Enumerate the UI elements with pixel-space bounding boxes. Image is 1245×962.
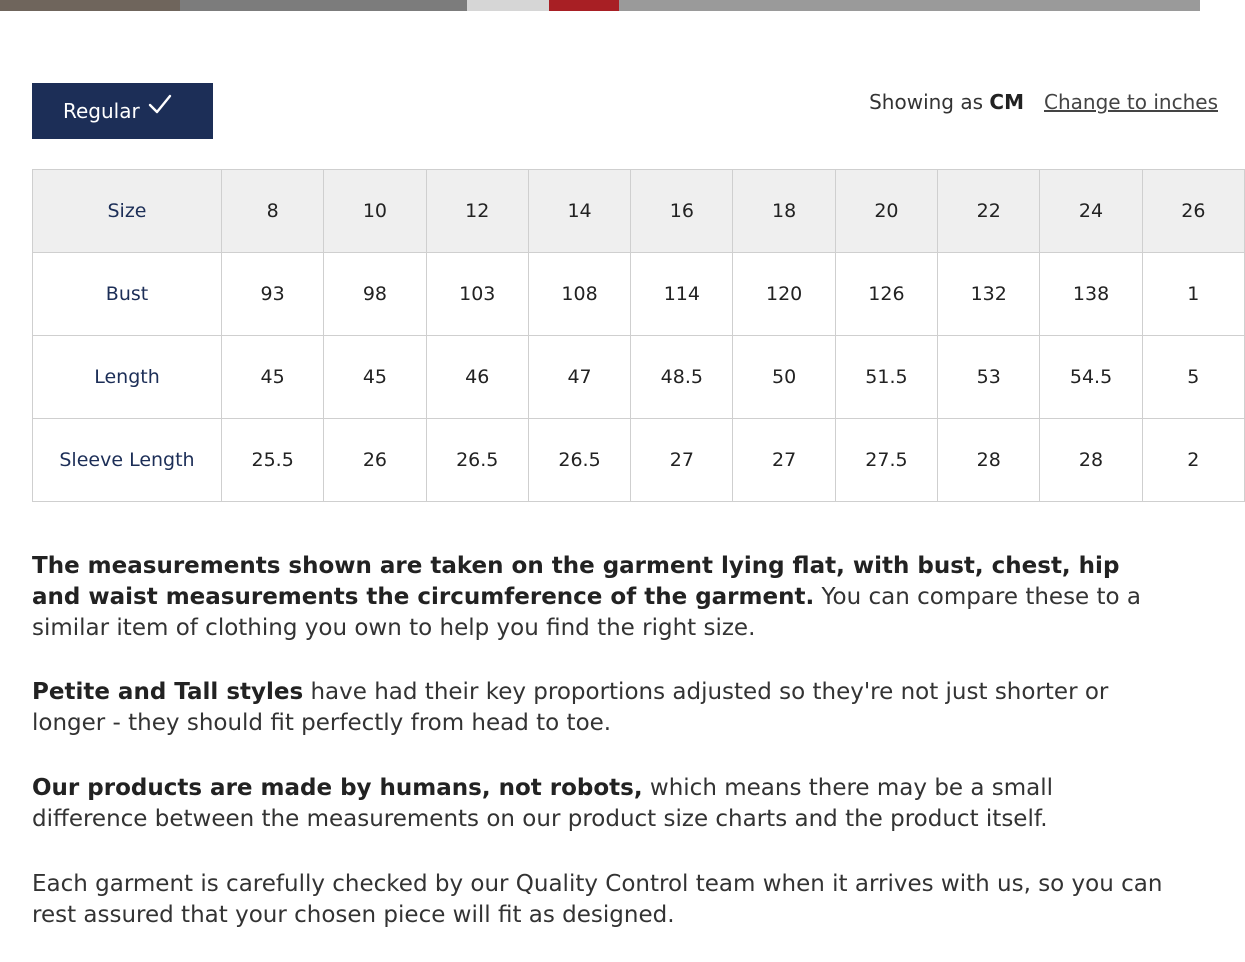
size-cell: 26 (1142, 170, 1244, 253)
size-cell: 16 (631, 170, 733, 253)
size-cell: 20 (835, 170, 937, 253)
measurement-cell: 28 (938, 419, 1040, 502)
size-chart-table (32, 169, 1245, 502)
size-cell: 22 (938, 170, 1040, 253)
handmade-text: which means there may be a small difference between the measurements on our product size charts and the product itself. (32, 775, 1054, 832)
measurement-row (33, 419, 1245, 502)
quality-control-note: Each garment is carefully checked by our Quality Control team when it arrives with us, so you can rest assured that your chosen piece will fit as designed. (32, 871, 1163, 928)
petite-tall-emphasis: Petite and Tall styles (32, 679, 304, 705)
petite-tall-note (32, 677, 1172, 739)
measurement-cell: 26 (324, 419, 426, 502)
measurement-cell: 50 (733, 336, 835, 419)
measurement-cell: 132 (938, 253, 1040, 336)
measurement-cell: 114 (631, 253, 733, 336)
handmade-note (32, 773, 1172, 835)
size-cell: 12 (426, 170, 528, 253)
petite-tall-text: have had their key proportions adjusted so they're not just shorter or longer - they should fit perfectly from head to toe. (32, 679, 1109, 736)
product-image-strip (0, 0, 1200, 11)
measurement-cell: 2 (1142, 419, 1244, 502)
unit-status (869, 90, 1024, 114)
measurement-cell: 27.5 (835, 419, 937, 502)
size-chart (32, 169, 1206, 507)
measurement-cell: 25.5 (222, 419, 324, 502)
measurement-note (32, 551, 1172, 644)
measurement-cell: 120 (733, 253, 835, 336)
row-label-cell: Size (33, 170, 222, 253)
row-label-cell: Length (33, 336, 222, 419)
measurement-cell: 93 (222, 253, 324, 336)
change-to-inches-link[interactable]: Change to inches (1044, 90, 1218, 114)
measurement-cell: 1 (1142, 253, 1244, 336)
measurement-cell: 27 (733, 419, 835, 502)
size-cell: 14 (528, 170, 630, 253)
image-strip-segment (619, 0, 1200, 11)
fit-regular-label: Regular (63, 99, 140, 123)
fit-regular-button[interactable] (32, 83, 213, 139)
measurement-cell: 5 (1142, 336, 1244, 419)
measurement-cell: 46 (426, 336, 528, 419)
image-strip-segment (180, 0, 467, 11)
measurement-cell: 98 (324, 253, 426, 336)
measurement-cell: 108 (528, 253, 630, 336)
measurement-cell: 103 (426, 253, 528, 336)
size-cell: 8 (222, 170, 324, 253)
image-strip-segment (0, 0, 180, 11)
unit-status-prefix: Showing as (869, 90, 984, 114)
measurement-row (33, 336, 1245, 419)
handmade-emphasis: Our products are made by humans, not robots, (32, 775, 643, 801)
measurement-cell: 138 (1040, 253, 1142, 336)
measurement-note-emphasis: The measurements shown are taken on the garment lying flat, with bust, chest, hip and waist measurements the circumference of the garment. (32, 553, 1120, 610)
unit-toggle (869, 90, 1218, 114)
measurement-cell: 26.5 (426, 419, 528, 502)
measurement-cell: 51.5 (835, 336, 937, 419)
measurement-note-text: You can compare these to a similar item of clothing you own to help you find the right size. (32, 584, 1142, 641)
measurement-cell: 27 (631, 419, 733, 502)
measurement-cell: 26.5 (528, 419, 630, 502)
row-label-cell: Sleeve Length (33, 419, 222, 502)
measurement-cell: 45 (222, 336, 324, 419)
measurement-cell: 47 (528, 336, 630, 419)
row-label-cell: Bust (33, 253, 222, 336)
checkmark-icon (148, 93, 172, 115)
measurement-cell: 53 (938, 336, 1040, 419)
measurement-cell: 28 (1040, 419, 1142, 502)
size-cell: 10 (324, 170, 426, 253)
size-header-row (33, 170, 1245, 253)
measurement-cell: 48.5 (631, 336, 733, 419)
size-cell: 18 (733, 170, 835, 253)
image-strip-segment (549, 0, 619, 11)
measurement-cell: 54.5 (1040, 336, 1142, 419)
measurement-row (33, 253, 1245, 336)
image-strip-segment (467, 0, 549, 11)
current-unit: CM (989, 90, 1024, 114)
measurement-cell: 126 (835, 253, 937, 336)
measurement-cell: 45 (324, 336, 426, 419)
size-cell: 24 (1040, 170, 1142, 253)
